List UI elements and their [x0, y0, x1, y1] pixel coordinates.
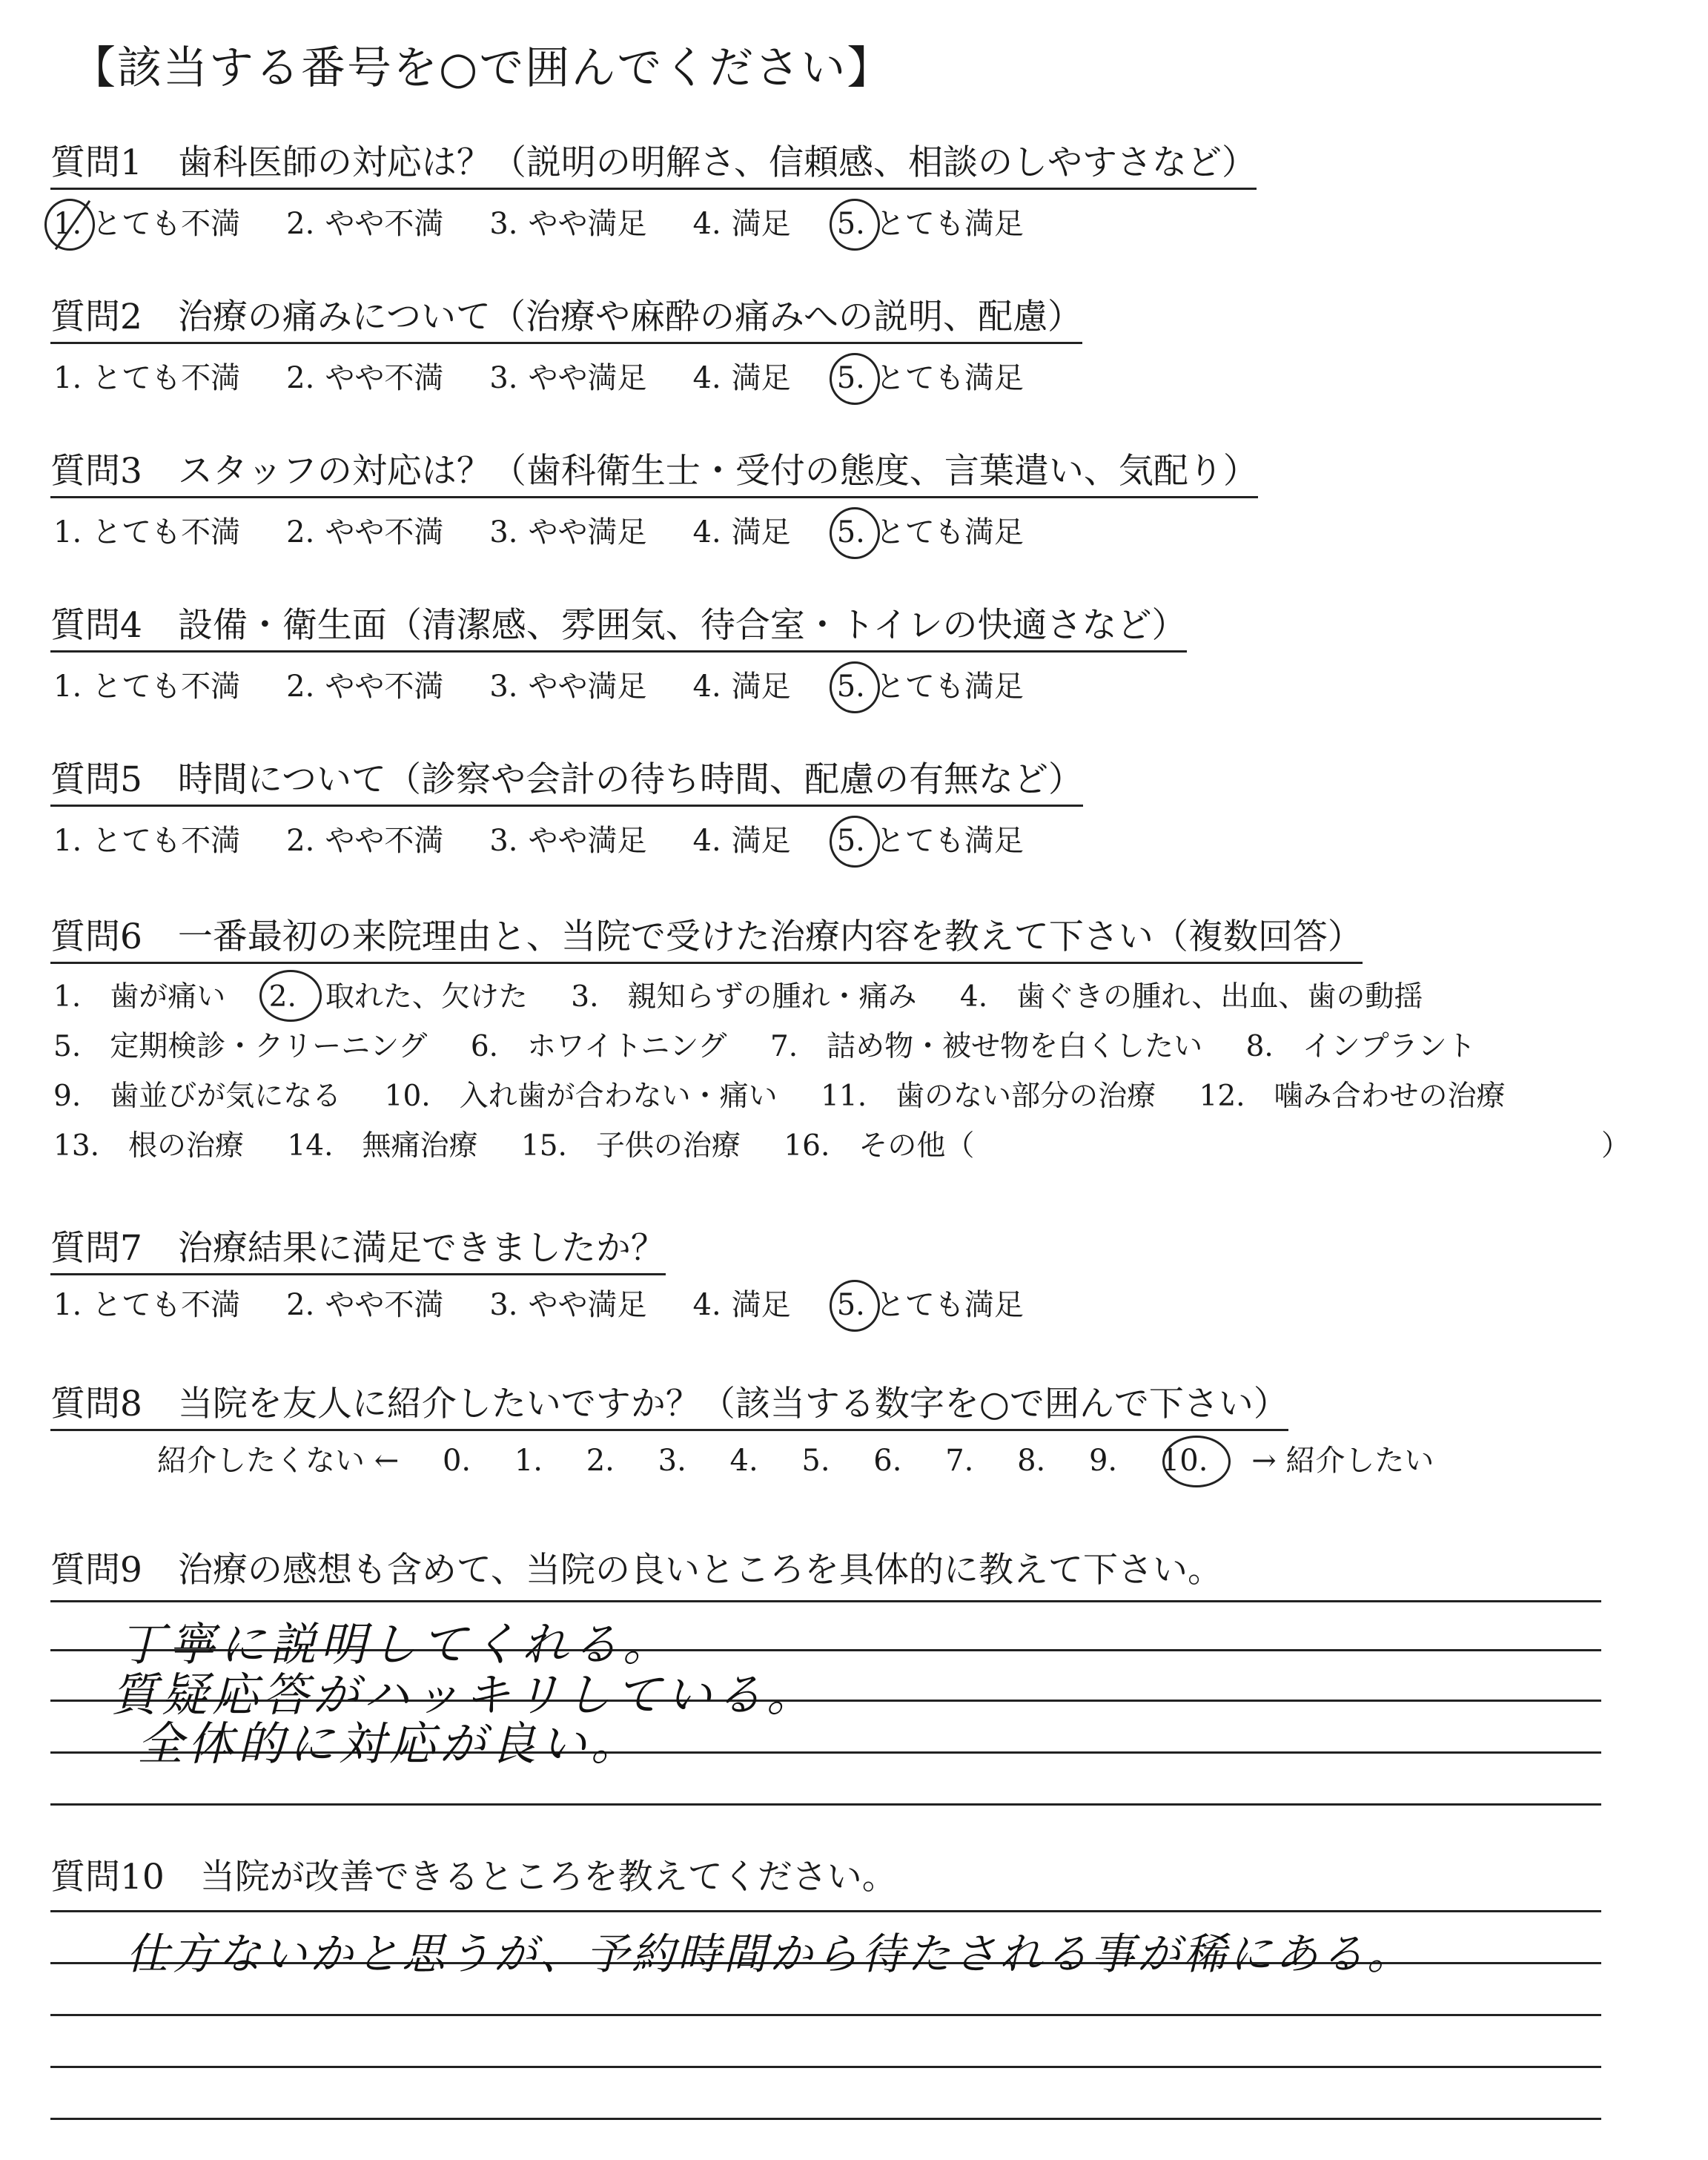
question-number: 質問5	[50, 759, 142, 800]
q6-option[interactable]: 14. 無痛治療	[287, 1129, 478, 1163]
question-10-heading	[50, 1849, 897, 1899]
question-3-option-4[interactable]	[692, 515, 791, 549]
option-number: 3.	[489, 361, 518, 395]
option-number: 3.	[489, 1288, 518, 1322]
option-label: 満足	[731, 361, 791, 395]
option-label: 満足	[731, 670, 791, 704]
option-label: やや満足	[528, 207, 647, 241]
question-2-option-4[interactable]	[693, 363, 791, 393]
option-number: 1.	[53, 361, 82, 395]
question-4-option-4[interactable]	[692, 670, 791, 704]
question-7-option-4[interactable]	[693, 1290, 791, 1320]
q6-option[interactable]: 15. 子供の治療	[520, 1129, 741, 1163]
q6-options-row-2	[53, 1032, 1510, 1061]
q8-right-label: → 紹介したい	[1251, 1444, 1434, 1478]
answer-line	[50, 1600, 1601, 1602]
question-number: 質問2	[50, 297, 142, 337]
selection-circle	[830, 199, 880, 251]
option-number: 2.	[286, 670, 315, 704]
option-label: やや不満	[325, 515, 444, 549]
question-2-heading	[50, 297, 1083, 344]
q8-scale-0[interactable]: 0.	[442, 1444, 471, 1478]
question-text: 当院を友人に紹介したいですか？（該当する数字を○で囲んで下さい）	[177, 1384, 1288, 1424]
question-1-option-4[interactable]	[693, 209, 791, 239]
answer-line	[50, 2066, 1601, 2068]
question-5-option-5[interactable]	[837, 826, 1024, 856]
option-label: やや満足	[528, 515, 647, 549]
question-9-heading	[50, 1542, 1222, 1592]
q6-selection-circle	[259, 970, 322, 1022]
selection-circle	[830, 816, 880, 868]
selection-circle	[830, 507, 880, 559]
q6-option[interactable]: 1. 歯が痛い	[53, 980, 226, 1014]
question-number: 質問8	[50, 1384, 142, 1424]
question-1-heading	[50, 142, 1257, 190]
q6-option[interactable]: 4. 歯ぐきの腫れ、出血、歯の動揺	[959, 980, 1423, 1014]
option-label: やや不満	[325, 824, 444, 858]
selection-circle	[830, 1280, 880, 1332]
question-number: 質問9	[50, 1550, 142, 1591]
question-4-option-3[interactable]	[489, 670, 647, 704]
q8-scale-3[interactable]: 3.	[658, 1444, 686, 1478]
q6-option[interactable]: 13. 根の治療	[53, 1129, 245, 1163]
option-number: 1.	[53, 1288, 82, 1322]
option-number: 2.	[286, 361, 315, 395]
q6-option[interactable]: 5. 定期検診・クリーニング	[53, 1030, 428, 1063]
option-number: 3.	[489, 670, 518, 704]
question-number: 質問10	[50, 1857, 165, 1898]
question-1-option-3[interactable]	[489, 209, 646, 239]
question-4-option-5[interactable]	[836, 670, 1024, 704]
struck-circle	[44, 199, 95, 251]
q8-scale-9[interactable]: 9.	[1088, 1444, 1118, 1478]
q8-scale	[157, 1446, 1468, 1476]
question-5-option-3[interactable]	[489, 826, 646, 856]
q6-options-row-4	[53, 1129, 1008, 1163]
page-title: 【該当する番号を○で囲んでください】	[71, 42, 893, 94]
option-number: 3.	[489, 824, 518, 858]
q6-option[interactable]: 10. 入れ歯が合わない・痛い	[384, 1080, 778, 1113]
question-number: 質問1	[50, 142, 142, 183]
option-number: 5.	[837, 1290, 865, 1320]
q6-option[interactable]: 8. インプラント	[1245, 1030, 1476, 1063]
question-5-option-4[interactable]	[693, 826, 791, 856]
option-label: 満足	[731, 515, 791, 549]
option-number: 4.	[692, 670, 721, 704]
question-2-option-1[interactable]	[53, 363, 240, 393]
option-number: 2.	[286, 824, 315, 858]
question-1-option-1[interactable]	[53, 209, 240, 239]
q8-scale-8[interactable]: 8.	[1017, 1444, 1046, 1478]
option-number: 4.	[692, 515, 721, 549]
option-label: やや不満	[325, 1288, 444, 1322]
q8-scale-10[interactable]: 10.	[1160, 1444, 1208, 1478]
option-label: とても不満	[92, 670, 241, 704]
question-4-option-2[interactable]	[286, 670, 444, 704]
q8-scale-1[interactable]: 1.	[514, 1444, 543, 1478]
question-number: 質問3	[50, 451, 142, 492]
question-2-options	[53, 363, 1070, 393]
option-number: 4.	[692, 824, 721, 858]
question-text: 時間について（診察や会計の待ち時間、配慮の有無など）	[177, 759, 1083, 800]
option-label: とても不満	[92, 207, 241, 241]
q6-option[interactable]: 2. 取れた、欠けた	[268, 980, 528, 1014]
option-number: 3.	[489, 515, 518, 549]
q6-option[interactable]: 6. ホワイトニング	[470, 1030, 727, 1063]
question-2-option-5[interactable]	[837, 363, 1024, 393]
option-label: やや満足	[528, 670, 647, 704]
option-label: やや満足	[528, 361, 647, 395]
answer-line	[50, 2014, 1601, 2016]
option-label: やや不満	[325, 207, 444, 241]
question-4-options	[53, 670, 1070, 704]
q6-options-row-3	[53, 1082, 1540, 1111]
question-5-heading	[50, 759, 1083, 807]
option-label: とても不満	[92, 361, 241, 395]
option-number: 5.	[837, 363, 865, 393]
q8-scale-5[interactable]: 5.	[801, 1444, 830, 1478]
answer-line	[50, 1910, 1601, 1912]
question-3-option-3[interactable]	[489, 515, 647, 549]
question-7-option-2[interactable]	[286, 1290, 443, 1320]
q6-option[interactable]: 9. 歯並びが気になる	[53, 1080, 342, 1113]
question-4-heading	[50, 605, 1187, 653]
question-5-option-2[interactable]	[286, 826, 443, 856]
question-text: 治療の感想も含めて、当院の良いところを具体的に教えて下さい。	[177, 1550, 1222, 1591]
question-text: 設備・衛生面（清潔感、雰囲気、待合室・トイレの快適さなど）	[177, 605, 1187, 646]
answer-line	[50, 2118, 1601, 2120]
option-label: とても満足	[875, 515, 1024, 549]
option-number: 4.	[692, 207, 721, 241]
question-3-option-5[interactable]	[836, 515, 1024, 549]
question-7-option-5[interactable]	[837, 1290, 1024, 1320]
selection-circle	[830, 353, 880, 405]
option-number: 5.	[837, 672, 865, 701]
question-2-option-3[interactable]	[489, 363, 646, 393]
question-8-heading	[50, 1384, 1288, 1431]
question-text: 治療の痛みについて（治療や麻酔の痛みへの説明、配慮）	[177, 297, 1083, 337]
question-text: スタッフの対応は？（歯科衛生士・受付の態度、言葉遣い、気配り）	[177, 451, 1258, 492]
q8-selection-circle	[1162, 1436, 1231, 1487]
q8-scale-6[interactable]: 6.	[873, 1444, 902, 1478]
option-number: 1.	[53, 209, 82, 239]
option-label: とても不満	[92, 1288, 241, 1322]
option-label: とても満足	[875, 670, 1024, 704]
q8-scale-4[interactable]: 4.	[729, 1444, 758, 1478]
question-number: 質問6	[50, 916, 142, 957]
answer-line	[50, 1803, 1601, 1806]
q6-other-close: ）	[1601, 1129, 1631, 1163]
question-3-options	[53, 515, 1070, 549]
q6-option[interactable]: 11. 歯のない部分の治療	[821, 1080, 1156, 1113]
option-label: やや満足	[528, 824, 647, 858]
option-number: 5.	[837, 209, 865, 239]
question-number: 質問7	[50, 1228, 142, 1269]
q8-scale-7[interactable]: 7.	[945, 1444, 974, 1478]
question-7-option-1[interactable]	[53, 1290, 240, 1320]
question-5-options	[53, 826, 1070, 856]
option-number: 1.	[53, 515, 82, 549]
option-label: とても満足	[875, 824, 1024, 858]
q8-scale-2[interactable]: 2.	[586, 1444, 615, 1478]
question-1-option-5[interactable]	[837, 209, 1024, 239]
question-6-heading	[50, 916, 1363, 964]
question-7-heading	[50, 1228, 666, 1275]
option-label: 満足	[731, 1288, 791, 1322]
option-number: 2.	[286, 515, 315, 549]
option-label: とても満足	[875, 361, 1024, 395]
option-label: 満足	[731, 824, 791, 858]
question-1-option-2[interactable]	[286, 209, 443, 239]
question-3-heading	[50, 451, 1258, 498]
handwritten-answer: 質疑応答がハッキリしている。	[111, 1668, 818, 1722]
question-2-option-2[interactable]	[286, 363, 443, 393]
question-text: 一番最初の来院理由と、当院で受けた治療内容を教えて下さい（複数回答）	[177, 916, 1363, 957]
q6-option[interactable]: 12. 噛み合わせの治療	[1199, 1080, 1506, 1113]
question-4-option-1[interactable]	[53, 670, 241, 704]
question-7-option-3[interactable]	[489, 1290, 646, 1320]
option-label: とても不満	[92, 824, 241, 858]
question-number: 質問4	[50, 605, 142, 646]
option-number: 1.	[53, 670, 82, 704]
question-7-options	[53, 1290, 1070, 1320]
question-1-options	[53, 209, 1070, 239]
option-number: 4.	[692, 361, 721, 395]
option-label: やや満足	[528, 1288, 647, 1322]
option-label: とても満足	[875, 207, 1024, 241]
option-label: とても満足	[875, 1288, 1024, 1322]
q6-option[interactable]: 16. その他（	[784, 1129, 975, 1163]
q6-option[interactable]: 7. 詰め物・被せ物を白くしたい	[769, 1030, 1203, 1063]
question-text: 当院が改善できるところを教えてください。	[199, 1857, 897, 1898]
option-label: 満足	[731, 207, 791, 241]
handwritten-answer: 仕方ないかと思うが、予約時間から待たされる事が稀にある。	[126, 1929, 1414, 1979]
question-text: 歯科医師の対応は？（説明の明解さ、信頼感、相談のしやすさなど）	[177, 142, 1257, 183]
option-number: 2.	[286, 1288, 315, 1322]
q6-option[interactable]: 3. 親知らずの腫れ・痛み	[571, 980, 917, 1014]
selection-circle	[830, 661, 880, 713]
q8-left-label: 紹介したくない ←	[157, 1444, 400, 1478]
question-5-option-1[interactable]	[53, 826, 240, 856]
option-number: 1.	[53, 824, 82, 858]
option-number: 2.	[286, 207, 315, 241]
option-number: 3.	[489, 207, 518, 241]
handwritten-answer: 丁寧に説明してくれる。	[119, 1617, 674, 1671]
option-number: 4.	[692, 1288, 721, 1322]
option-label: とても不満	[92, 515, 241, 549]
question-text: 治療結果に満足できましたか？	[177, 1228, 666, 1269]
question-3-option-1[interactable]	[53, 515, 241, 549]
option-label: やや不満	[325, 361, 444, 395]
option-number: 5.	[837, 826, 865, 856]
option-number: 5.	[837, 518, 865, 547]
question-3-option-2[interactable]	[286, 515, 444, 549]
option-label: やや不満	[325, 670, 444, 704]
handwritten-answer: 全体的に対応が良い。	[137, 1717, 642, 1771]
